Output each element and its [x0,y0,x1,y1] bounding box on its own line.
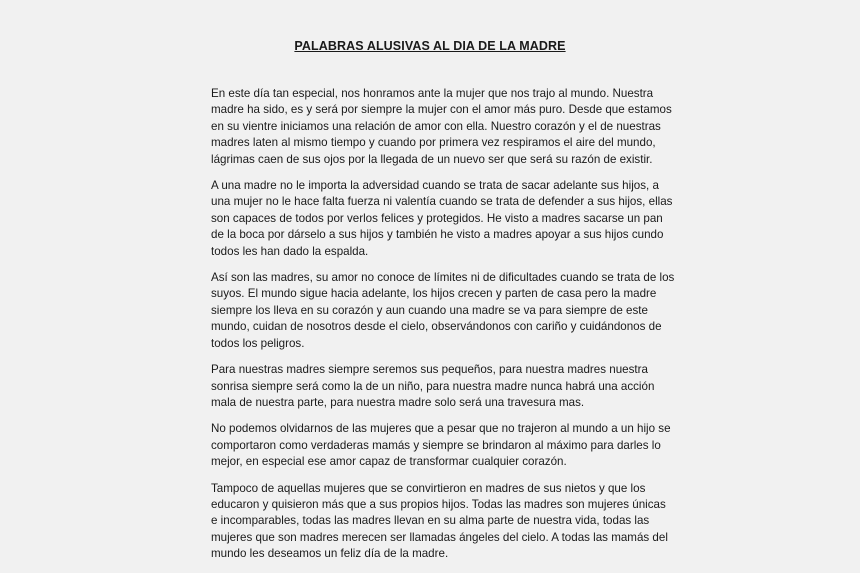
text-line: educaron y quisieron más que a sus propios hijos. Todas las madres son mujeres únicas [211,497,666,511]
paragraph-6 [211,481,668,563]
text-line: mundo les deseamos un feliz día de la madre. [211,547,449,561]
text-line: Para nuestras madres siempre seremos sus pequeños, para nuestra madres nuestra [211,363,648,377]
text-line: lágrimas caen de sus ojos por la llegada de un nuevo ser que será su razón de existir. [211,152,653,166]
text-line: Tampoco de aquellas mujeres que se convirtieron en madres de sus nietos y que los [211,481,646,495]
text-line: e incomparables, todas las madres llevan en su alma parte de nuestra vida, todas las [211,514,650,528]
paragraph-5 [211,421,671,470]
text-line: mala de nuestra parte, para nuestra madre solo será una travesura mas. [211,395,585,409]
text-line: una mujer no le hace falta fuerza ni valentía cuando se trata de defender a sus hijos, ellas [211,195,673,209]
document-title: PALABRAS ALUSIVAS AL DIA DE LA MADRE [294,39,566,53]
paragraph-3 [211,270,675,352]
text-line: A una madre no le importa la adversidad cuando se trata de sacar adelante sus hijos, a [211,179,659,193]
text-line: son capaces de todos por verlos felices y protegidos. He visto a madres sacarse un pan [211,211,663,225]
text-line: En este día tan especial, nos honramos ante la mujer que nos trajo al mundo. Nuestra [211,87,654,100]
text-line: siempre los lleva en su corazón y aun cuando una madre se va para siempre de este [211,303,648,317]
paragraph-1 [211,86,672,168]
text-line: sonrisa siempre será como la de un niño, para nuestra madre nunca habrá una acción [211,379,655,393]
text-line: suyos. El mundo sigue hacia adelante, los hijos crecen y parten de casa pero la madre [211,287,657,301]
paragraph-2 [211,178,673,260]
text-line: No podemos olvidarnos de las mujeres que a pesar que no trajeron al mundo a un hijo se [211,422,671,436]
document-body [211,86,675,573]
text-line: mujeres que son madres merecen ser llamadas ángeles del cielo. A todas las mamás del [211,530,668,544]
text-line: Así son las madres, su amor no conoce de límites ni de dificultades cuando se trata de los [211,271,675,285]
text-line: comportaron como verdaderas mamás y siempre se brindaron al máximo para darles lo [211,438,661,452]
text-line: mundo, cuidan de nosotros desde el cielo, observándonos con cariño y cuidándonos de [211,320,662,334]
text-line: todos les han dado la espalda. [211,244,369,258]
text-line: en su vientre iniciamos una relación de amor con ella. Nuestro corazón y el de nuestras [211,119,661,133]
text-line: todos los peligros. [211,336,305,350]
paragraph-4 [211,362,661,411]
text-line: mejor, en especial ese amor capaz de transformar cualquier corazón. [211,455,567,469]
text-line: madre ha sido, es y será por siempre la mujer con el amor más puro. Desde que estamos [211,103,672,117]
text-line: madres laten al mismo tiempo y cuando por primera vez respiramos el aire del mundo, [211,136,656,150]
text-line: de la boca por dárselo a sus hijos y también he visto a madres apoyar a sus hijos cundo [211,228,664,242]
